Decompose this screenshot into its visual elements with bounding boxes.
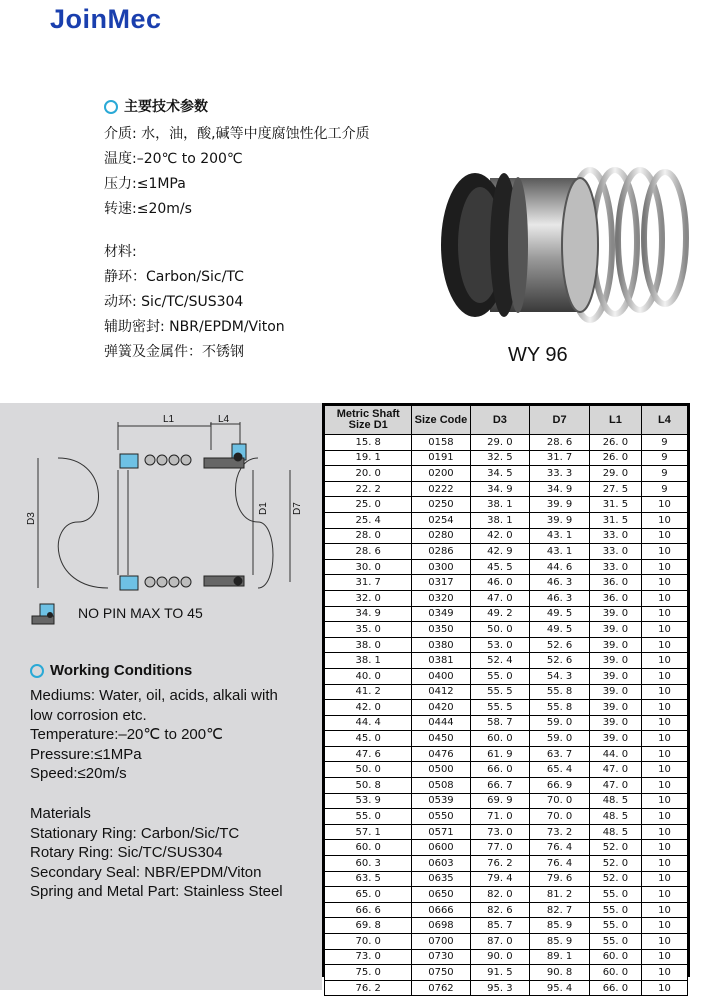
en-spec-title-text: Working Conditions <box>50 662 193 679</box>
table-cell: 0280 <box>412 528 470 544</box>
table-cell: 85. 9 <box>530 918 590 934</box>
table-cell: 91. 5 <box>470 965 530 981</box>
table-cell: 90. 8 <box>530 965 590 981</box>
table-cell: 9 <box>641 466 687 482</box>
table-cell: 82. 7 <box>530 902 590 918</box>
en-material-line: Secondary Seal: NBR/EPDM/Viton <box>30 863 262 881</box>
table-cell: 0300 <box>412 559 470 575</box>
header-l1: L1 <box>589 406 641 435</box>
table-row <box>325 700 688 716</box>
table-cell: 10 <box>641 746 687 762</box>
table-cell: 0750 <box>412 965 470 981</box>
label-d7: D7 <box>292 502 303 515</box>
table-cell: 0571 <box>412 824 470 840</box>
table-cell: 49. 5 <box>530 622 590 638</box>
table-row <box>325 435 688 451</box>
en-spec-line: low corrosion etc. <box>30 706 147 724</box>
table-cell: 0200 <box>412 466 470 482</box>
table-row <box>325 746 688 762</box>
table-cell: 0600 <box>412 840 470 856</box>
table-cell: 39. 0 <box>589 606 641 622</box>
header-l4: L4 <box>641 406 687 435</box>
table-cell: 79. 4 <box>470 871 530 887</box>
table-cell: 31. 5 <box>589 497 641 513</box>
table-cell: 0222 <box>412 481 470 497</box>
table-cell: 28. 0 <box>325 528 412 544</box>
table-cell: 34. 9 <box>470 481 530 497</box>
table-cell: 44. 6 <box>530 559 590 575</box>
table-cell: 26. 0 <box>589 450 641 466</box>
table-cell: 25. 4 <box>325 512 412 528</box>
table-cell: 0191 <box>412 450 470 466</box>
table-cell: 26. 0 <box>589 435 641 451</box>
table-cell: 77. 0 <box>470 840 530 856</box>
table-row <box>325 918 688 934</box>
table-cell: 81. 2 <box>530 887 590 903</box>
table-cell: 35. 0 <box>325 622 412 638</box>
table-cell: 38. 0 <box>325 637 412 653</box>
table-cell: 10 <box>641 809 687 825</box>
table-cell: 27. 5 <box>589 481 641 497</box>
table-cell: 87. 0 <box>470 934 530 950</box>
table-row <box>325 715 688 731</box>
en-material-line: Rotary Ring: Sic/TC/SUS304 <box>30 844 223 862</box>
model-label: WY 96 <box>508 344 568 366</box>
table-row <box>325 949 688 965</box>
table-cell: 39. 0 <box>589 731 641 747</box>
table-cell: 0317 <box>412 575 470 591</box>
table-cell: 60. 0 <box>325 840 412 856</box>
table-cell: 0400 <box>412 668 470 684</box>
table-row <box>325 590 688 606</box>
table-cell: 0730 <box>412 949 470 965</box>
table-row <box>325 934 688 950</box>
table-cell: 0420 <box>412 700 470 716</box>
table-cell: 46. 0 <box>470 575 530 591</box>
table-header-row <box>325 406 688 435</box>
table-cell: 66. 0 <box>470 762 530 778</box>
table-cell: 40. 0 <box>325 668 412 684</box>
table-cell: 10 <box>641 528 687 544</box>
table-cell: 55. 5 <box>470 684 530 700</box>
table-cell: 66. 0 <box>589 980 641 996</box>
table-cell: 59. 0 <box>530 715 590 731</box>
en-materials-title: Materials <box>30 804 91 822</box>
table-cell: 0539 <box>412 793 470 809</box>
table-row <box>325 497 688 513</box>
cn-spec-line: 温度:–20℃ to 200℃ <box>104 151 243 167</box>
table-cell: 34. 5 <box>470 466 530 482</box>
table-cell: 52. 0 <box>589 871 641 887</box>
table-cell: 28. 6 <box>325 544 412 560</box>
no-pin-caption: NO PIN MAX TO 45 <box>78 605 203 621</box>
table-cell: 10 <box>641 668 687 684</box>
table-cell: 70. 0 <box>530 793 590 809</box>
table-cell: 0380 <box>412 637 470 653</box>
table-cell: 10 <box>641 918 687 934</box>
table-cell: 38. 1 <box>470 497 530 513</box>
table-cell: 46. 3 <box>530 575 590 591</box>
dimension-table-frame <box>322 403 690 994</box>
table-body <box>325 435 688 996</box>
table-cell: 10 <box>641 871 687 887</box>
table-cell: 10 <box>641 559 687 575</box>
table-cell: 55. 0 <box>325 809 412 825</box>
table-cell: 10 <box>641 856 687 872</box>
table-cell: 32. 5 <box>470 450 530 466</box>
table-cell: 45. 0 <box>325 731 412 747</box>
table-cell: 55. 8 <box>530 684 590 700</box>
table-cell: 10 <box>641 715 687 731</box>
table-cell: 49. 2 <box>470 606 530 622</box>
table-cell: 0412 <box>412 684 470 700</box>
table-cell: 0700 <box>412 934 470 950</box>
table-cell: 28. 6 <box>530 435 590 451</box>
table-cell: 39. 0 <box>589 622 641 638</box>
table-row <box>325 793 688 809</box>
table-cell: 95. 4 <box>530 980 590 996</box>
table-cell: 0444 <box>412 715 470 731</box>
table-cell: 39. 9 <box>530 497 590 513</box>
table-row <box>325 778 688 794</box>
table-cell: 46. 3 <box>530 590 590 606</box>
table-cell: 55. 8 <box>530 700 590 716</box>
table-cell: 55. 0 <box>589 902 641 918</box>
table-row <box>325 856 688 872</box>
table-cell: 65. 4 <box>530 762 590 778</box>
table-row <box>325 980 688 996</box>
table-row <box>325 512 688 528</box>
table-cell: 10 <box>641 590 687 606</box>
table-cell: 10 <box>641 934 687 950</box>
table-cell: 10 <box>641 731 687 747</box>
table-cell: 29. 0 <box>589 466 641 482</box>
table-cell: 33. 0 <box>589 528 641 544</box>
table-row <box>325 637 688 653</box>
table-cell: 10 <box>641 840 687 856</box>
table-cell: 25. 0 <box>325 497 412 513</box>
table-row <box>325 824 688 840</box>
table-cell: 30. 0 <box>325 559 412 575</box>
header-d3: D3 <box>470 406 530 435</box>
cn-material-line: 弹簧及金属件：不锈钢 <box>104 344 244 360</box>
table-cell: 60. 0 <box>589 949 641 965</box>
table-cell: 10 <box>641 949 687 965</box>
table-cell: 47. 0 <box>589 762 641 778</box>
table-cell: 10 <box>641 824 687 840</box>
table-cell: 0349 <box>412 606 470 622</box>
label-l1: L1 <box>163 414 175 425</box>
table-cell: 29. 0 <box>470 435 530 451</box>
table-cell: 58. 7 <box>470 715 530 731</box>
table-cell: 33. 0 <box>589 544 641 560</box>
table-row <box>325 528 688 544</box>
table-cell: 59. 0 <box>530 731 590 747</box>
table-cell: 34. 9 <box>325 606 412 622</box>
table-cell: 43. 1 <box>530 544 590 560</box>
table-cell: 53. 9 <box>325 793 412 809</box>
table-cell: 48. 5 <box>589 824 641 840</box>
table-cell: 61. 9 <box>470 746 530 762</box>
header-shaft-size: Metric Shaft Size D1 <box>325 406 412 435</box>
table-cell: 82. 0 <box>470 887 530 903</box>
table-cell: 10 <box>641 606 687 622</box>
table-cell: 0476 <box>412 746 470 762</box>
table-cell: 76. 4 <box>530 840 590 856</box>
cn-spec-line: 压力:≤1MPa <box>104 176 186 192</box>
table-cell: 76. 2 <box>470 856 530 872</box>
table-cell: 19. 1 <box>325 450 412 466</box>
table-cell: 42. 0 <box>325 700 412 716</box>
cn-spec-line: 介质: 水，油，酸,碱等中度腐蚀性化工介质 <box>104 126 370 142</box>
table-cell: 10 <box>641 497 687 513</box>
table-cell: 39. 0 <box>589 637 641 653</box>
table-cell: 60. 0 <box>589 965 641 981</box>
table-row <box>325 762 688 778</box>
table-cell: 66. 6 <box>325 902 412 918</box>
table-cell: 41. 2 <box>325 684 412 700</box>
en-spec-line: Temperature:–20℃ to 200℃ <box>30 726 223 744</box>
table-cell: 0508 <box>412 778 470 794</box>
table-row <box>325 731 688 747</box>
table-cell: 50. 0 <box>325 762 412 778</box>
table-cell: 10 <box>641 902 687 918</box>
table-row <box>325 902 688 918</box>
brand-logo: JoinMec <box>50 4 162 34</box>
table-row <box>325 466 688 482</box>
table-cell: 63. 7 <box>530 746 590 762</box>
table-cell: 0381 <box>412 653 470 669</box>
table-row <box>325 559 688 575</box>
table-cell: 38. 1 <box>325 653 412 669</box>
table-cell: 0286 <box>412 544 470 560</box>
table-cell: 31. 5 <box>589 512 641 528</box>
table-cell: 50. 8 <box>325 778 412 794</box>
header-size-code: Size Code <box>412 406 470 435</box>
table-cell: 0666 <box>412 902 470 918</box>
table-cell: 75. 0 <box>325 965 412 981</box>
cn-spec-title-text: 主要技术参数 <box>124 99 208 115</box>
table-cell: 0762 <box>412 980 470 996</box>
en-spec-line: Pressure:≤1MPa <box>30 745 142 763</box>
cn-spec-title <box>104 96 434 118</box>
cn-material-line: 辅助密封: NBR/EPDM/Viton <box>104 319 285 335</box>
table-cell: 52. 6 <box>530 653 590 669</box>
en-spec-line: Speed:≤20m/s <box>30 765 127 783</box>
table-cell: 39. 0 <box>589 684 641 700</box>
table-cell: 55. 0 <box>589 934 641 950</box>
en-spec-block <box>30 660 322 902</box>
en-material-line: Spring and Metal Part: Stainless Steel <box>30 883 283 901</box>
header-d7: D7 <box>530 406 590 435</box>
table-cell: 39. 0 <box>589 653 641 669</box>
en-material-line: Stationary Ring: Carbon/Sic/TC <box>30 824 240 842</box>
table-cell: 65. 0 <box>325 887 412 903</box>
table-cell: 39. 0 <box>589 668 641 684</box>
table-cell: 0450 <box>412 731 470 747</box>
table-cell: 10 <box>641 762 687 778</box>
table-cell: 95. 3 <box>470 980 530 996</box>
table-cell: 55. 0 <box>589 887 641 903</box>
table-cell: 39. 0 <box>589 715 641 731</box>
table-row <box>325 668 688 684</box>
table-cell: 0650 <box>412 887 470 903</box>
table-cell: 73. 0 <box>325 949 412 965</box>
table-cell: 69. 8 <box>325 918 412 934</box>
table-cell: 9 <box>641 435 687 451</box>
table-cell: 10 <box>641 653 687 669</box>
dimension-table <box>324 405 688 996</box>
mechanical-seal-photo <box>420 150 715 340</box>
table-cell: 36. 0 <box>589 575 641 591</box>
table-cell: 52. 6 <box>530 637 590 653</box>
table-cell: 15. 8 <box>325 435 412 451</box>
table-cell: 10 <box>641 793 687 809</box>
table-row <box>325 809 688 825</box>
table-cell: 70. 0 <box>325 934 412 950</box>
table-cell: 10 <box>641 622 687 638</box>
table-cell: 85. 7 <box>470 918 530 934</box>
table-cell: 73. 2 <box>530 824 590 840</box>
table-cell: 45. 5 <box>470 559 530 575</box>
cn-material-line: 动环: Sic/TC/SUS304 <box>104 294 244 310</box>
table-cell: 42. 0 <box>470 528 530 544</box>
en-spec-line: Mediums: Water, oil, acids, alkali with <box>30 687 278 704</box>
table-cell: 71. 0 <box>470 809 530 825</box>
table-cell: 10 <box>641 684 687 700</box>
label-d3: D3 <box>26 512 37 525</box>
table-cell: 39. 0 <box>589 700 641 716</box>
table-cell: 39. 9 <box>530 512 590 528</box>
table-cell: 60. 3 <box>325 856 412 872</box>
table-cell: 31. 7 <box>325 575 412 591</box>
table-row <box>325 450 688 466</box>
table-cell: 9 <box>641 450 687 466</box>
table-cell: 0698 <box>412 918 470 934</box>
table-row <box>325 653 688 669</box>
table-cell: 57. 1 <box>325 824 412 840</box>
table-cell: 0254 <box>412 512 470 528</box>
table-row <box>325 575 688 591</box>
table-cell: 52. 0 <box>589 840 641 856</box>
table-cell: 49. 5 <box>530 606 590 622</box>
table-cell: 0250 <box>412 497 470 513</box>
table-row <box>325 965 688 981</box>
table-cell: 52. 4 <box>470 653 530 669</box>
table-row <box>325 481 688 497</box>
table-cell: 54. 3 <box>530 668 590 684</box>
table-cell: 47. 6 <box>325 746 412 762</box>
table-cell: 10 <box>641 637 687 653</box>
table-cell: 44. 0 <box>589 746 641 762</box>
table-cell: 90. 0 <box>470 949 530 965</box>
label-d1: D1 <box>258 502 269 515</box>
table-cell: 33. 3 <box>530 466 590 482</box>
table-row <box>325 840 688 856</box>
table-cell: 44. 4 <box>325 715 412 731</box>
table-cell: 48. 5 <box>589 793 641 809</box>
table-cell: 82. 6 <box>470 902 530 918</box>
table-cell: 31. 7 <box>530 450 590 466</box>
table-cell: 36. 0 <box>589 590 641 606</box>
table-cell: 70. 0 <box>530 809 590 825</box>
table-cell: 0550 <box>412 809 470 825</box>
circle-bullet-icon <box>30 664 44 678</box>
cn-spec-line: 转速:≤20m/s <box>104 201 192 217</box>
table-cell: 66. 9 <box>530 778 590 794</box>
table-cell: 69. 9 <box>470 793 530 809</box>
table-cell: 42. 9 <box>470 544 530 560</box>
table-cell: 32. 0 <box>325 590 412 606</box>
table-cell: 34. 9 <box>530 481 590 497</box>
table-cell: 10 <box>641 778 687 794</box>
table-cell: 10 <box>641 544 687 560</box>
table-cell: 10 <box>641 965 687 981</box>
table-cell: 0500 <box>412 762 470 778</box>
table-row <box>325 606 688 622</box>
table-cell: 38. 1 <box>470 512 530 528</box>
table-row <box>325 622 688 638</box>
table-cell: 0635 <box>412 871 470 887</box>
table-row <box>325 544 688 560</box>
table-cell: 0320 <box>412 590 470 606</box>
table-cell: 10 <box>641 887 687 903</box>
table-cell: 0603 <box>412 856 470 872</box>
cn-materials-title: 材料: <box>104 244 137 260</box>
seal-dimension-drawing <box>28 410 318 600</box>
label-l4: L4 <box>218 414 230 425</box>
table-cell: 10 <box>641 575 687 591</box>
table-cell: 89. 1 <box>530 949 590 965</box>
table-cell: 55. 0 <box>589 918 641 934</box>
table-cell: 73. 0 <box>470 824 530 840</box>
table-cell: 55. 5 <box>470 700 530 716</box>
table-cell: 0158 <box>412 435 470 451</box>
table-cell: 47. 0 <box>470 590 530 606</box>
table-cell: 50. 0 <box>470 622 530 638</box>
table-cell: 52. 0 <box>589 856 641 872</box>
table-cell: 60. 0 <box>470 731 530 747</box>
table-cell: 0350 <box>412 622 470 638</box>
table-cell: 85. 9 <box>530 934 590 950</box>
table-row <box>325 887 688 903</box>
cn-material-line: 静环：Carbon/Sic/TC <box>104 269 244 285</box>
table-cell: 79. 6 <box>530 871 590 887</box>
table-cell: 43. 1 <box>530 528 590 544</box>
table-cell: 22. 2 <box>325 481 412 497</box>
table-cell: 53. 0 <box>470 637 530 653</box>
table-row <box>325 871 688 887</box>
circle-bullet-icon <box>104 100 118 114</box>
cn-spec-block <box>104 96 434 365</box>
table-cell: 9 <box>641 481 687 497</box>
table-cell: 33. 0 <box>589 559 641 575</box>
table-cell: 63. 5 <box>325 871 412 887</box>
table-cell: 20. 0 <box>325 466 412 482</box>
table-row <box>325 684 688 700</box>
table-cell: 76. 4 <box>530 856 590 872</box>
table-cell: 76. 2 <box>325 980 412 996</box>
table-cell: 55. 0 <box>470 668 530 684</box>
table-cell: 10 <box>641 980 687 996</box>
table-cell: 66. 7 <box>470 778 530 794</box>
table-cell: 10 <box>641 512 687 528</box>
table-cell: 10 <box>641 700 687 716</box>
table-cell: 48. 5 <box>589 809 641 825</box>
table-cell: 47. 0 <box>589 778 641 794</box>
en-spec-title <box>30 660 322 682</box>
